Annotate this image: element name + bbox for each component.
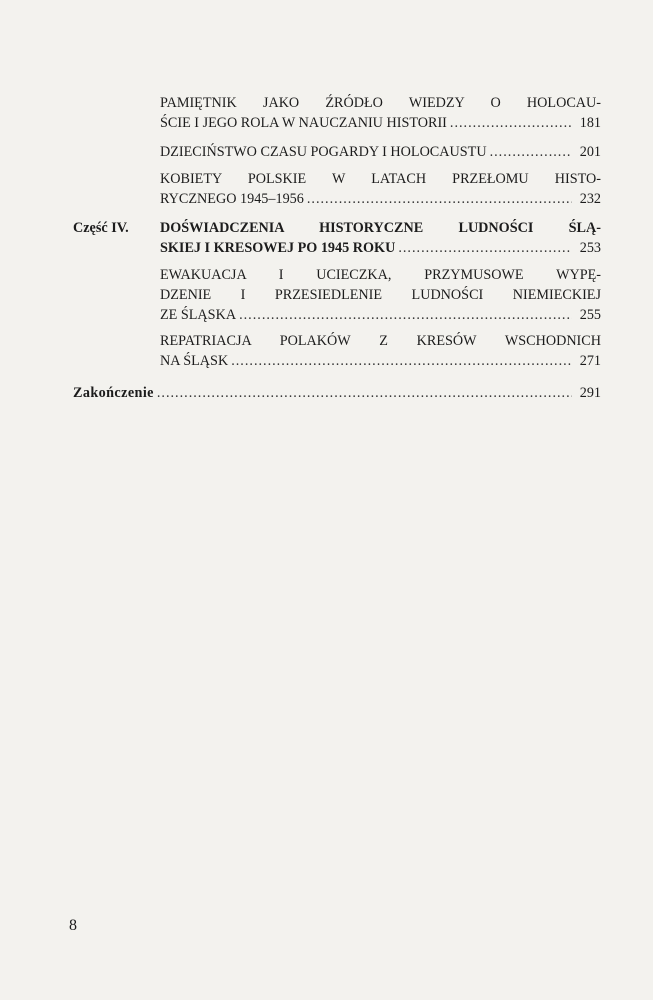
toc-entry-title-line: RYCZNEGO 1945–1956 [160,191,304,207]
leader-dots [490,142,572,162]
toc-entry-ewakuacja [160,265,601,325]
toc-entry-zakonczenie [73,383,601,403]
leader-dots [239,305,572,325]
toc-page-number: 255 [579,307,601,323]
toc-entry-title-line: NA ŚLĄSK [160,353,229,369]
toc-entry-dziecinstwo [160,142,601,162]
toc-conclusion-label: Zakończenie [73,385,154,401]
toc-page-number: 271 [579,353,601,369]
toc-entry-title-line: EWAKUACJA I UCIECZKA, PRZYMUSOWE WYPĘ- [160,267,601,283]
leader-dots [398,238,572,258]
toc-page-number: 232 [579,191,601,207]
toc-entry-pamietnik [160,93,601,133]
toc-entry-title-line: ZE ŚLĄSKA [160,307,237,323]
toc-part-iv [160,218,601,258]
toc-page-number: 253 [579,240,601,256]
toc-entry-title-line: ŚCIE I JEGO ROLA W NAUCZANIU HISTORII [160,115,447,131]
toc-entry-title-line: DZIECIŃSTWO CZASU POGARDY I HOLOCAUSTU [160,144,487,160]
toc-part-title-line: SKIEJ I KRESOWEJ PO 1945 ROKU [160,240,396,256]
toc-entry-title-line: REPATRIACJA POLAKÓW Z KRESÓW WSCHODNICH [160,333,601,349]
leader-dots [450,113,572,133]
toc-entry-title-line: KOBIETY POLSKIE W LATACH PRZEŁOMU HISTO- [160,171,601,187]
toc-part-title-line: DOŚWIADCZENIA HISTORYCZNE LUDNOŚCI ŚLĄ- [160,220,601,236]
leader-dots [307,189,572,209]
toc-entry-repatriacja [160,331,601,371]
page-number: 8 [69,917,77,934]
toc-part-label: Część IV. [73,220,129,236]
toc-entry-title-line: DZENIE I PRZESIEDLENIE LUDNOŚCI NIEMIECKIEJ [160,287,601,303]
toc-page-number: 291 [579,385,601,401]
toc-entry-title-line: PAMIĘTNIK JAKO ŹRÓDŁO WIEDZY O HOLOCAU- [160,95,601,111]
leader-dots [231,351,572,371]
toc-entry-kobiety [160,169,601,209]
leader-dots [157,383,572,403]
toc-page-number: 201 [579,144,601,160]
toc-page-number: 181 [579,115,601,131]
